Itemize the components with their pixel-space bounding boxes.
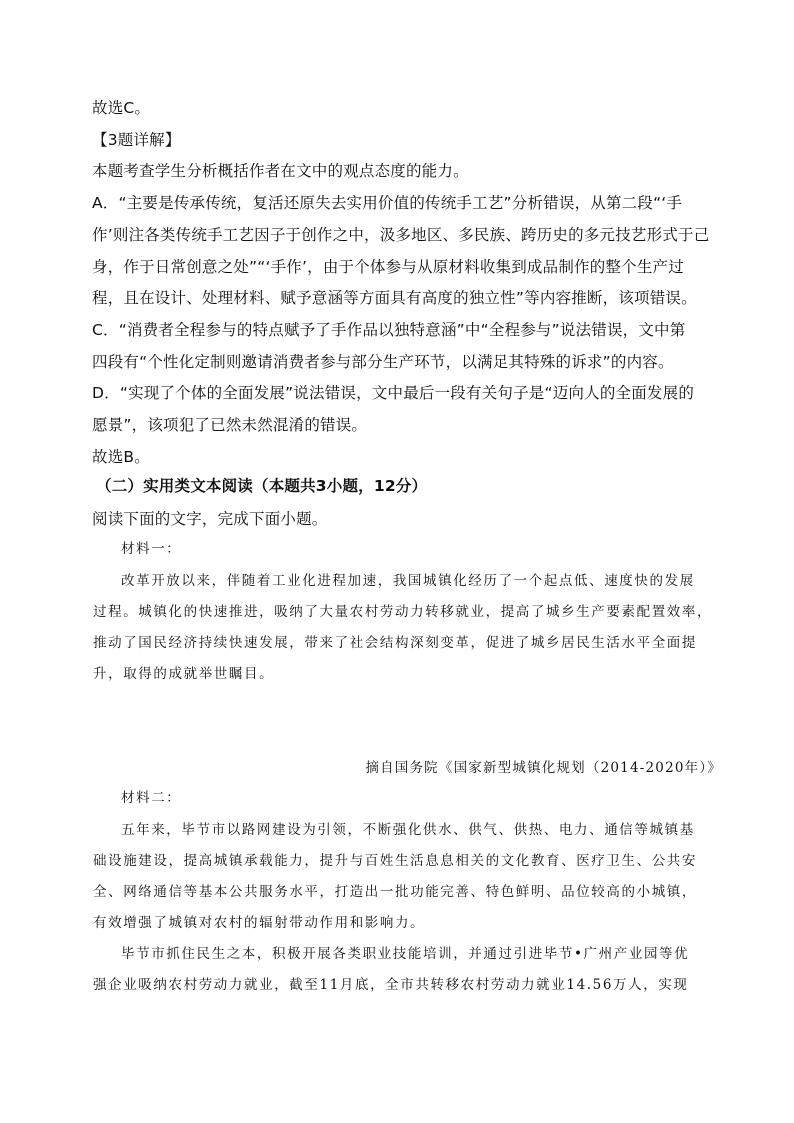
paragraph-line: 作’则注各类传统手工艺因子于创作之中，汲多地区、多民族、跨历史的多元技艺形式于己	[92, 226, 710, 244]
material2-line: 础设施建设，提高城镇承载能力，提升与百姓生活息息相关的文化教育、医疗卫生、公共安	[93, 853, 697, 869]
paragraph-line: 程，且在设计、处理材料、赋予意涵等方面具有高度的独立性”等内容推断，该项错误。	[92, 289, 697, 307]
material1-source: 摘自国务院《国家新型城镇化规划（2014-2020年）》	[365, 760, 722, 776]
material1-line: 改革开放以来，伴随着工业化进程加速，我国城镇化经历了一个起点低、速度快的发展	[121, 573, 695, 589]
answer-line: 故选B。	[92, 448, 150, 466]
material2-line: 有效增强了城镇对农村的辐射带动作用和影响力。	[93, 915, 426, 931]
material1-line: 过程。城镇化的快速推进，吸纳了大量农村劳动力转移就业，提高了城乡生产要素配置效率，	[93, 604, 713, 620]
material2-label: 材料二：	[121, 790, 182, 806]
material2-line: 全、网络通信等基本公共服务水平，打造出一批功能完善、特色鲜明、品位较高的小城镇，	[93, 884, 697, 900]
material1-line: 推动了国民经济持续快速发展，带来了社会结构深刻变革，促进了城乡居民生活水平全面提	[93, 635, 697, 651]
paragraph-line: 本题考查学生分析概括作者在文中的观点态度的能力。	[92, 162, 469, 180]
option-c-line: C．“消费者全程参与的特点赋予了手作品以独特意涵”中“全程参与”说法错误，文中第	[92, 321, 686, 339]
material1-line: 升，取得的成就举世瞩目。	[93, 666, 275, 682]
detail-heading: 【3题详解】	[92, 131, 181, 149]
paragraph-line: 愿景”，该项犯了已然未然混淆的错误。	[92, 416, 368, 434]
material2-line: 五年来，毕节市以路网建设为引领，不断强化供水、供气、供热、电力、通信等城镇基	[121, 822, 695, 838]
material2-line: 毕节市抓住民生之本，积极开展各类职业技能培训，并通过引进毕节•广州产业园等优	[121, 946, 690, 962]
material1-label: 材料一：	[121, 541, 182, 557]
option-d-line: D．“实现了个体的全面发展”说法错误，文中最后一段有关句子是“迈向人的全面发展的	[92, 384, 695, 402]
instruction-line: 阅读下面的文字，完成下面小题。	[92, 510, 328, 528]
paragraph-line: 身，作于日常创意之处”“‘手作’，由于个体参与从原材料收集到成品制作的整个生产过	[92, 258, 684, 276]
answer-line: 故选C。	[92, 99, 151, 117]
paragraph-line: 四段有“个性化定制则邀请消费者参与部分生产环节，以满足其特殊的诉求”的内容。	[92, 353, 674, 371]
section-heading: （二）实用类文本阅读（本题共3小题，12分）	[96, 477, 428, 495]
material2-line: 强企业吸纳农村劳动力就业，截至11月底，全市共转移农村劳动力就业14.56万人，实现	[93, 977, 689, 993]
option-a-line: A．“主要是传承传统，复活还原失去实用价值的传统手工艺”分析错误，从第二段“‘手	[92, 194, 683, 212]
